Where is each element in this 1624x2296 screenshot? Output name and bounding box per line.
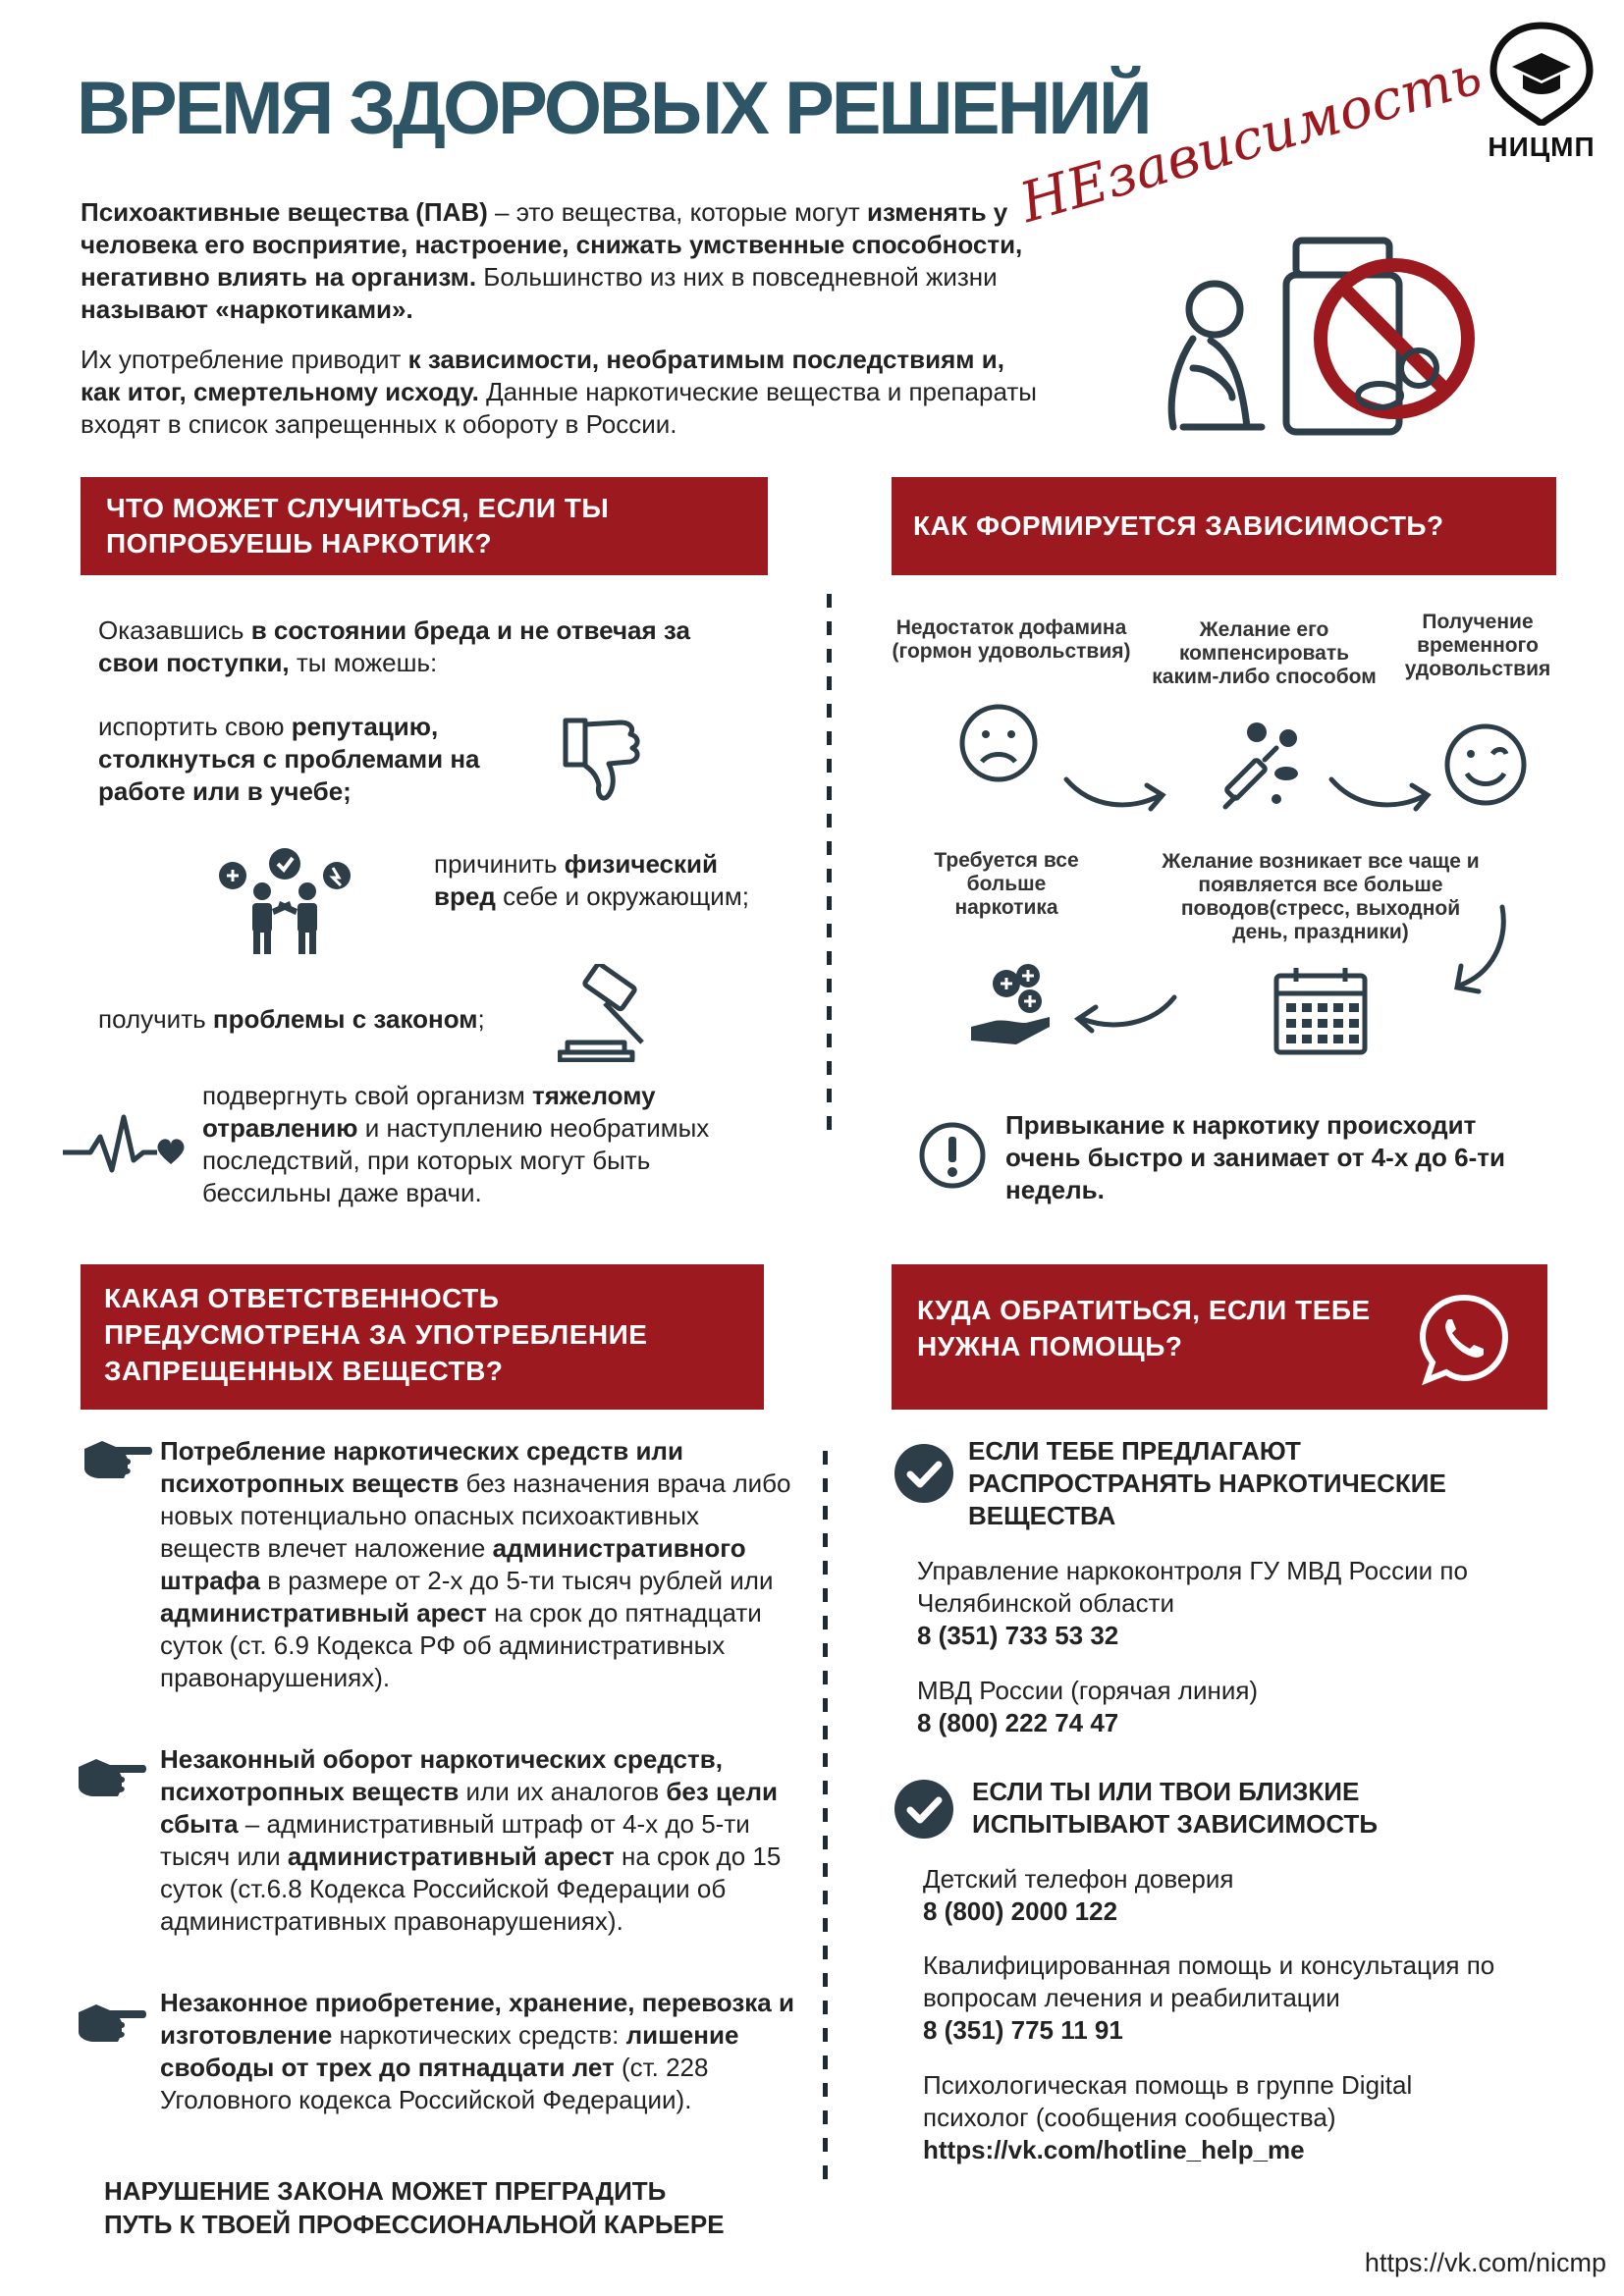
addiction-step-3: Получение временного удовольствия bbox=[1404, 611, 1551, 680]
intro-paragraph-2: Их употребление приводит к зависимости, необратимым последствиям и, как итог, смертельному исходу. Данные наркотические вещества и препараты входят в список запрещенных к обороту в России. bbox=[81, 345, 1037, 439]
section1-lead: Оказавшись в состоянии бреда и не отвечая за свои поступки, ты можешь: bbox=[98, 615, 690, 677]
whatsapp-phone-icon bbox=[1417, 1292, 1511, 1386]
contact-2-phone[interactable]: 8 (800) 222 74 47 bbox=[917, 1708, 1119, 1737]
check-circle-icon bbox=[893, 1443, 954, 1504]
responsibility-2: Незаконный оборот наркотических средств, психотропных веществ или их аналогов без цели сбыта – административный штраф от 4-х до 5-ти тысяч или административный арест на срок до 15 суток (ст.6.8 Кодекса Российской Федерации об административных правонарушениях). bbox=[160, 1744, 782, 1936]
consequence-reputation: испортить свою репутацию, столкнуться с проблемами на работе или в учебе; bbox=[98, 712, 480, 806]
logo-pin-icon bbox=[1478, 18, 1605, 126]
addiction-step-5: Требуется все больше наркотика bbox=[934, 849, 1079, 919]
intro-paragraph-1: Психоактивные вещества (ПАВ) – это вещества, которые могут изменять у человека его восприятие, настроение, снижать умственные способности, негативно влиять на организм. Большинство из них в повседневной жизни называют «наркотиками». bbox=[81, 197, 1023, 324]
consequence-physical-harm: причинить физический вред себе и окружающим; bbox=[434, 849, 749, 911]
addiction-step-1: Недостаток дофамина (гормон удовольствия) bbox=[892, 616, 1131, 663]
happy-face-icon bbox=[1443, 722, 1528, 807]
section-where-to-get-help-header: КУДА ОБРАТИТЬСЯ, ЕСЛИ ТЕБЕ НУЖНА ПОМОЩЬ? bbox=[892, 1264, 1547, 1410]
warning-icon bbox=[918, 1121, 987, 1190]
pointing-hand-icon bbox=[81, 1437, 153, 1482]
calendar-icon bbox=[1272, 966, 1369, 1056]
responsibility-1: Потребление наркотических средств или психотропных веществ без назначения врача либо новых потенциально опасных психоактивных веществ влечет наложение административного штрафа в размере от 2-х до 5-ти тысяч рублей или административный арест на срок до пятнадцати суток (ст. 6.9 Кодекса РФ об административных правонарушениях). bbox=[160, 1436, 791, 1692]
drugs-syringe-icon bbox=[1218, 717, 1306, 815]
section-what-can-happen-header: ЧТО МОЖЕТ СЛУЧИТЬСЯ, ЕСЛИ ТЫ ПОПРОБУЕШЬ НАРКОТИК? bbox=[81, 477, 768, 575]
gavel-icon bbox=[558, 964, 661, 1062]
consequence-poisoning: подвергнуть свой организм тяжелому отравлению и наступлению необратимых последствий, при которых могут быть бессильны даже врачи. bbox=[202, 1081, 710, 1207]
contact-3-phone[interactable]: 8 (800) 2000 122 bbox=[923, 1896, 1118, 1926]
slogan: НЕзависимость bbox=[1013, 42, 1489, 237]
help-group-2-title: ЕСЛИ ТЫ ИЛИ ТВОИ БЛИЗКИЕ ИСПЫТЫВАЮТ ЗАВИСИМОСТЬ bbox=[972, 1777, 1379, 1839]
contact-5-name: Психологическая помощь в группе Digital психолог (сообщения сообщества) bbox=[923, 2070, 1413, 2132]
section-how-addiction-forms-header: КАК ФОРМИРУЕТСЯ ЗАВИСИМОСТЬ? bbox=[892, 477, 1556, 575]
logo bbox=[1478, 18, 1605, 162]
contact-4-name: Квалифицированная помощь и консультация по вопросам лечения и реабилитации bbox=[923, 1950, 1495, 2012]
contact-3-name: Детский телефон доверия bbox=[923, 1864, 1234, 1894]
arrow-down-left-icon bbox=[1443, 901, 1512, 999]
pointing-hand-icon bbox=[75, 2001, 147, 2046]
footer-url[interactable]: https://vk.com/nicmp bbox=[1364, 2248, 1606, 2277]
arrow-right-icon bbox=[1062, 766, 1170, 815]
no-drugs-illustration bbox=[1154, 221, 1483, 437]
consequence-law-problems: получить проблемы с законом; bbox=[98, 1004, 485, 1034]
column-divider bbox=[823, 1451, 828, 2187]
contact-1-name: Управление наркоконтроля ГУ МВД России по Челябинской области bbox=[917, 1556, 1468, 1618]
contact-5-link[interactable]: https://vk.com/hotline_help_me bbox=[923, 2135, 1305, 2164]
section-responsibility-header: КАКАЯ ОТВЕТСТВЕННОСТЬ ПРЕДУСМОТРЕНА ЗА УПОТРЕБЛЕНИЕ ЗАПРЕЩЕННЫХ ВЕЩЕСТВ? bbox=[81, 1264, 764, 1410]
column-divider bbox=[827, 594, 832, 1144]
pointing-hand-icon bbox=[75, 1755, 147, 1800]
sad-face-icon bbox=[958, 703, 1039, 783]
addiction-step-2: Желание его компенсировать каким-либо способом bbox=[1152, 618, 1377, 688]
arrow-left-icon bbox=[1070, 986, 1178, 1035]
addiction-note: Привыкание к наркотику происходит очень быстро и занимает от 4-х до 6-ти недель. bbox=[1005, 1110, 1505, 1204]
career-warning: НАРУШЕНИЕ ЗАКОНА МОЖЕТ ПРЕГРАДИТЬ ПУТЬ К ТВОЕЙ ПРОФЕССИОНАЛЬНОЙ КАРЬЕРЕ bbox=[104, 2176, 725, 2239]
thumbs-down-icon bbox=[560, 715, 653, 808]
person-head bbox=[1189, 284, 1240, 335]
page-title: ВРЕМЯ ЗДОРОВЫХ РЕШЕНИЙ bbox=[77, 67, 1150, 150]
people-conflict-icon bbox=[211, 844, 358, 957]
pills-hand-icon bbox=[967, 962, 1056, 1050]
arrow-right-icon bbox=[1327, 766, 1435, 815]
contact-4-phone[interactable]: 8 (351) 775 11 91 bbox=[923, 2015, 1123, 2045]
logo-text: НИЦМП bbox=[1488, 132, 1596, 162]
responsibility-3: Незаконное приобретение, хранение, перевозка и изготовление наркотических средств: лишение свободы от трех до пятнадцати лет (ст. 228 Уголовного кодекса Российской Федерации). bbox=[160, 1988, 794, 2114]
check-circle-icon bbox=[893, 1779, 954, 1840]
heartbeat-icon bbox=[61, 1107, 189, 1186]
contact-1-phone[interactable]: 8 (351) 733 53 32 bbox=[917, 1621, 1119, 1650]
contact-2-name: МВД России (горячая линия) bbox=[917, 1676, 1259, 1705]
help-group-1-title: ЕСЛИ ТЕБЕ ПРЕДЛАГАЮТ РАСПРОСТРАНЯТЬ НАРКОТИЧЕСКИЕ ВЕЩЕСТВА bbox=[968, 1436, 1446, 1530]
addiction-step-4: Желание возникает все чаще и появляется все больше поводов(стресс, выходной день, праздники) bbox=[1162, 850, 1480, 943]
